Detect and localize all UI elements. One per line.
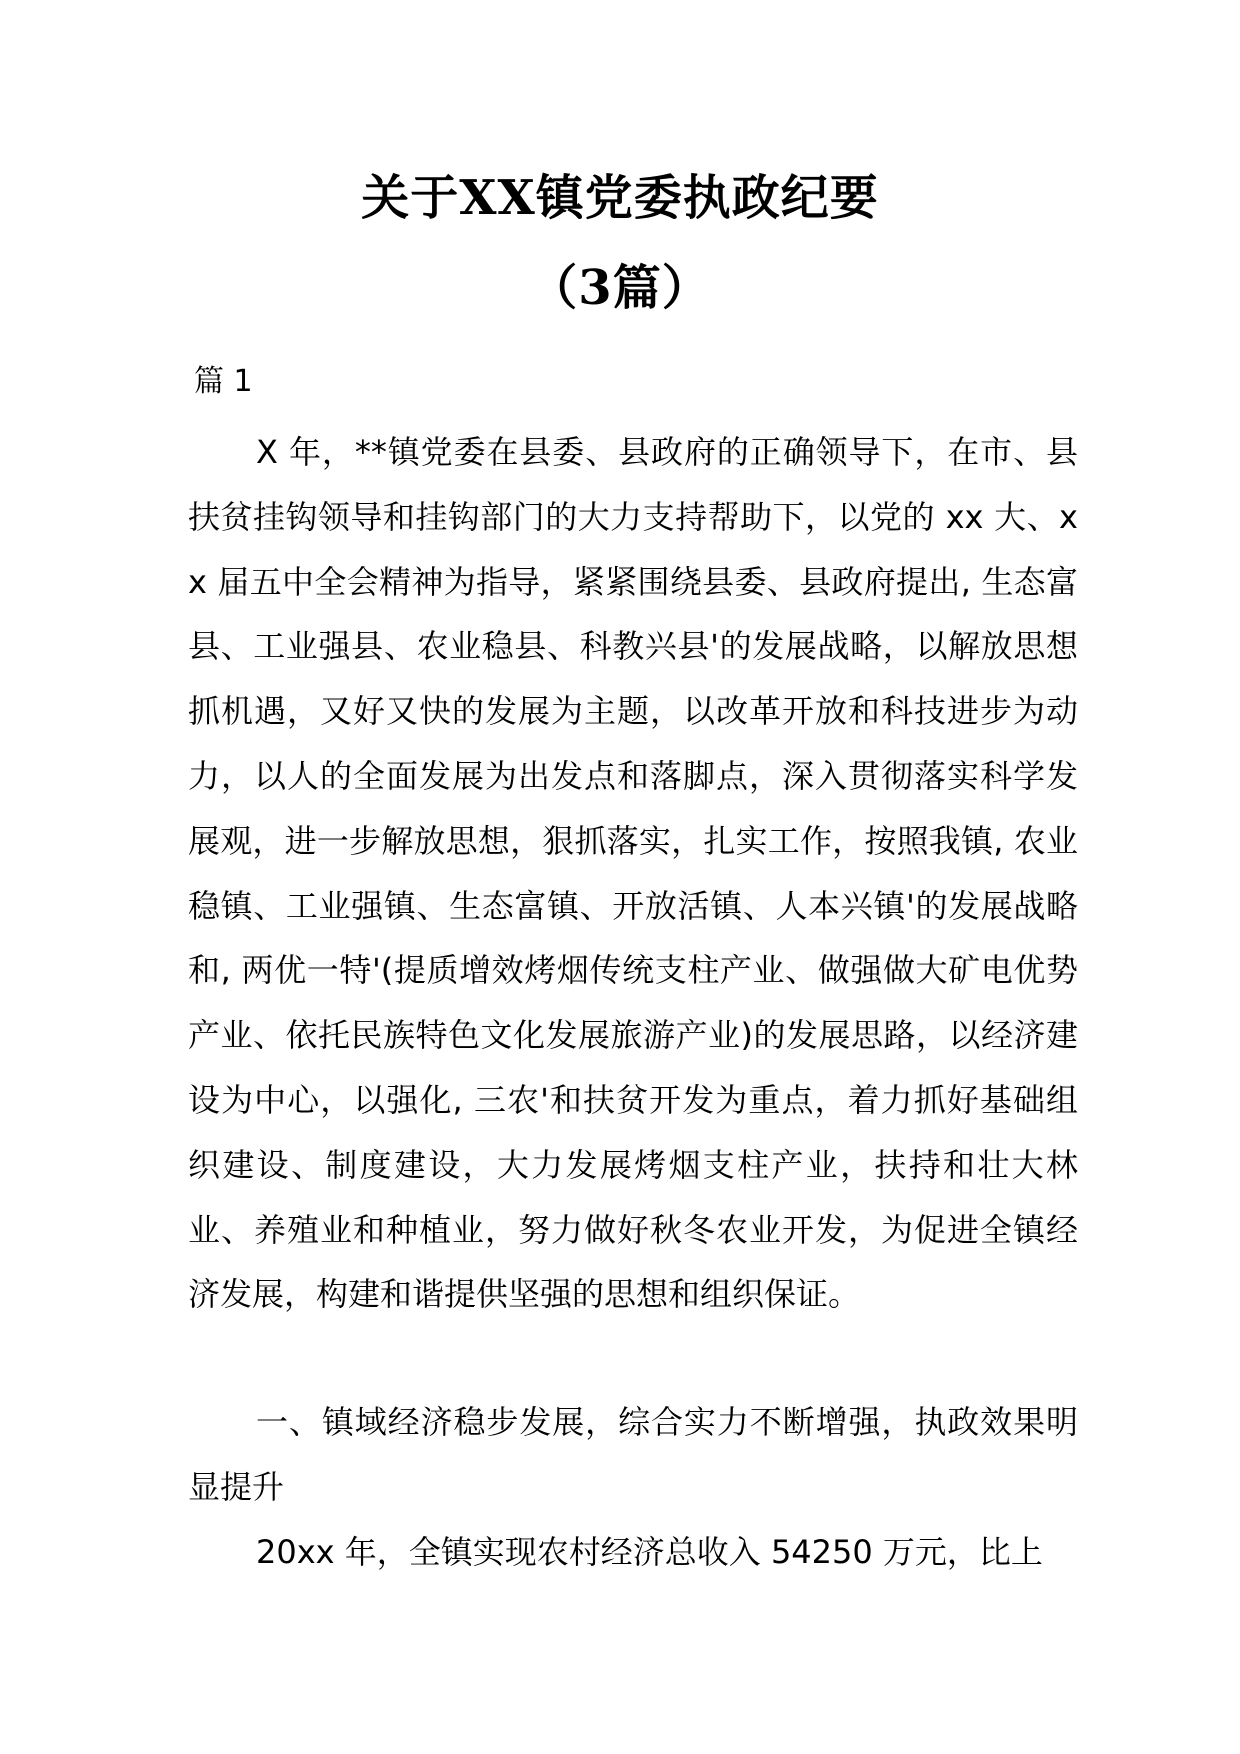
body-paragraph: X 年，**镇党委在县委、县政府的正确领导下，在市、县扶贫挂钩领导和挂钩部门的大力支持帮助下，以党的 xx 大、xx 届五中全会精神为指导，紧紧围绕县委、县政府提出, 生态富县、工业强县、农业稳县、科教兴县'的发展战略，以解放思想抓机遇，又好又快的发展为主题，以改革开放和科技进步为动力，以人的全面发展为出发点和落脚点，深入贯彻落实科学发展观，进一步解放思想，狠抓落实，扎实工作，按照我镇, 农业稳镇、工业强镇、生态富镇、开放活镇、人本兴镇'的发展战略和, 两优一特'(提质增效烤烟传统支柱产业、做强做大矿电优势产业、依托民族特色文化发展旅游产业)的发展思路，以经济建设为中心，以强化, 三农'和扶贫开发为重点，着力抓好基础组织建设、制度建设，大力发展烤烟支柱产业，扶持和壮大林业、养殖业和种植业，努力做好秋冬农业开发，为促进全镇经济发展，构建和谐提供坚强的思想和组织保证。 [188, 433, 1078, 1314]
section-label: 篇 1 [194, 364, 253, 399]
section-heading-paragraph: 一、镇域经济稳步发展，综合实力不断增强，执政效果明显提升 [188, 1403, 1078, 1506]
document-title: 关于XX镇党委执政纪要 [361, 170, 879, 226]
body-paragraph: 20xx 年，全镇实现农村经济总收入 54250 万元，比上 [256, 1533, 1043, 1571]
document-subtitle: （3篇） [529, 260, 711, 316]
